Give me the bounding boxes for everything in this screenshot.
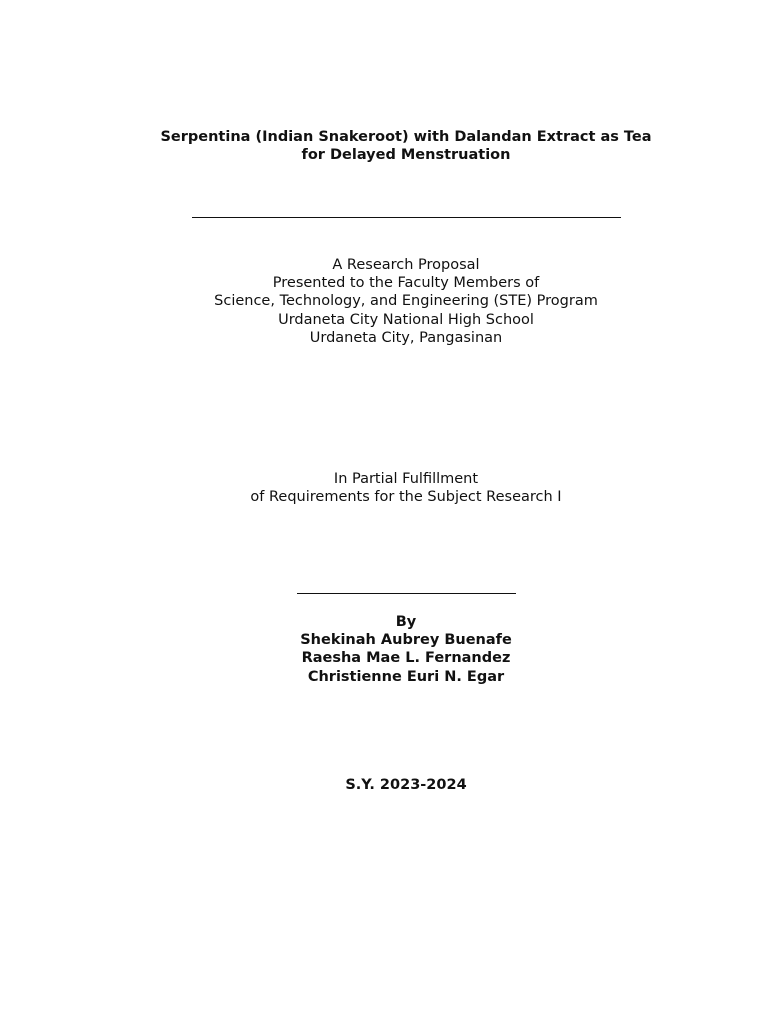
document-title xyxy=(106,128,706,164)
by-label: By xyxy=(395,614,417,630)
author-name: Raesha Mae L. Fernandez xyxy=(301,650,511,667)
title-underline-rule xyxy=(192,217,621,218)
proposal-line-1: A Research Proposal xyxy=(332,257,480,273)
proposal-line-3: Science, Technology, and Engineering (STE) Program xyxy=(214,293,598,310)
school-year xyxy=(106,776,706,794)
fulfillment-line-1: In Partial Fulfillment xyxy=(333,471,479,487)
authors-separator-rule xyxy=(297,593,516,594)
proposal-statement xyxy=(106,256,706,347)
proposal-line-4: Urdaneta City National High School xyxy=(278,311,534,328)
proposal-line-5: Urdaneta City, Pangasinan xyxy=(309,329,503,346)
author-name: Shekinah Aubrey Buenafe xyxy=(300,632,512,649)
proposal-line-2: Presented to the Faculty Members of xyxy=(272,275,540,292)
fulfillment-statement xyxy=(106,470,706,506)
fulfillment-line-2: of Requirements for the Subject Research I xyxy=(250,489,562,506)
school-year-label: S.Y. 2023-2024 xyxy=(345,777,467,793)
title-line-1: Serpentina (Indian Snakeroot) with Dalandan Extract as Tea xyxy=(160,129,652,145)
authors-section xyxy=(106,613,706,686)
author-name: Christienne Euri N. Egar xyxy=(307,668,505,685)
title-line-2: for Delayed Menstruation xyxy=(301,147,511,164)
